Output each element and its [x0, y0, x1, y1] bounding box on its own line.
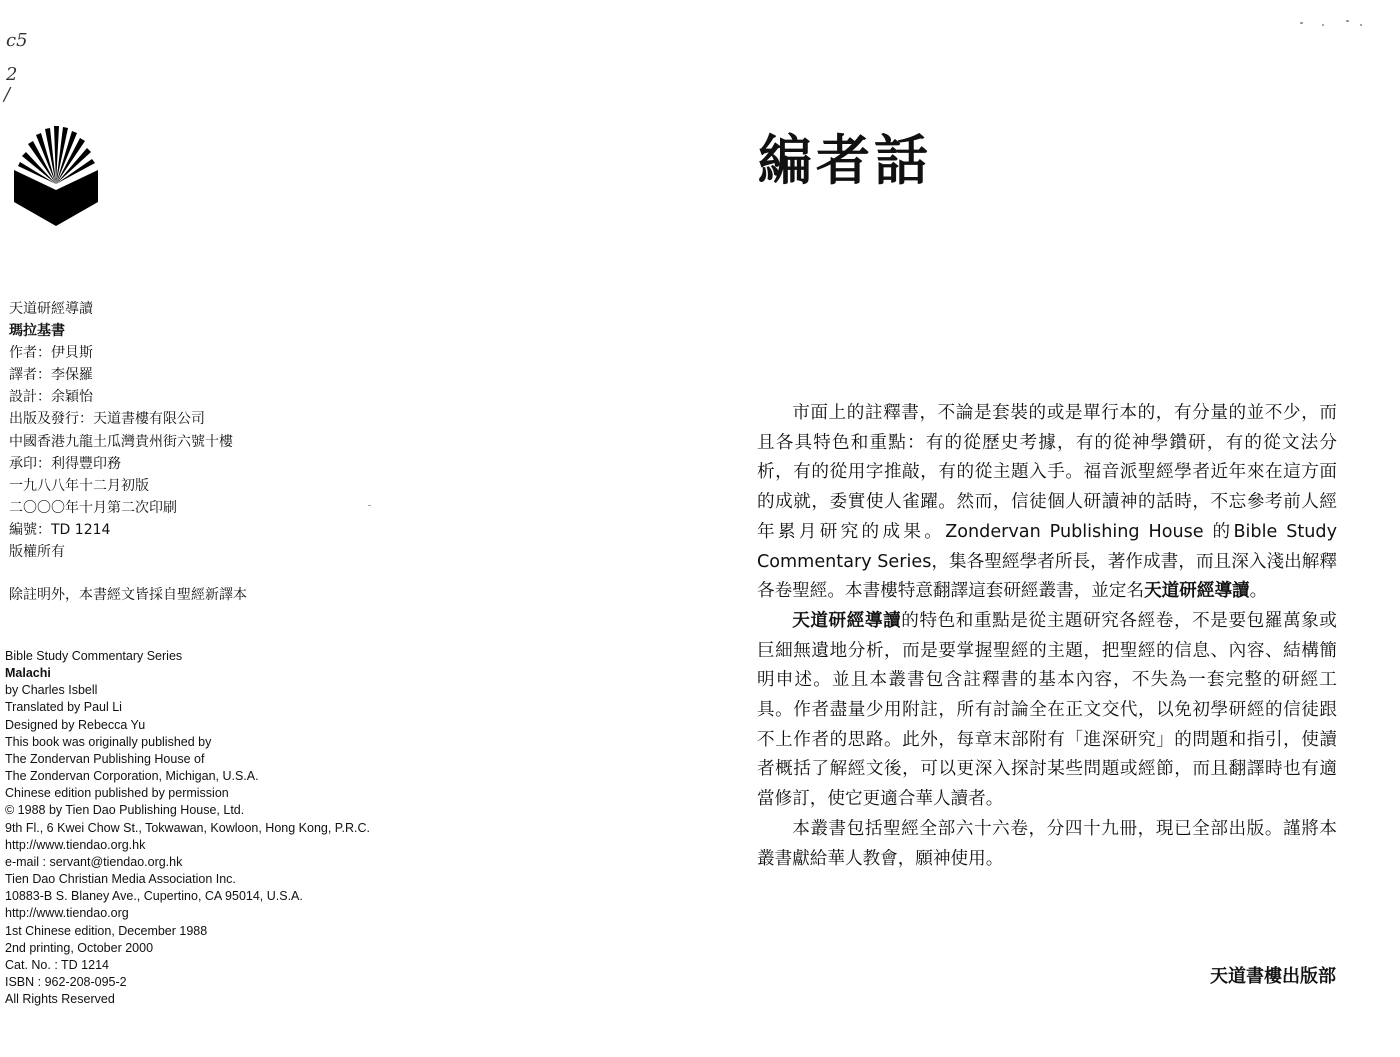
en-author: by Charles Isbell [5, 683, 98, 698]
imprint-translator: 譯者：李保羅 [9, 367, 93, 384]
en-translator: Translated by Paul Li [5, 700, 122, 715]
imprint-address: 中國香港九龍土瓜灣貴州街六號十樓 [9, 433, 233, 450]
en-original-1: This book was originally published by [5, 734, 212, 749]
publisher-signature: 天道書樓出版部 [1210, 966, 1336, 987]
en-us-address: 10883-B S. Blaney Ave., Cupertino, CA 95014, U.S.A. [5, 889, 303, 904]
en-website-hk: http://www.tiendao.org.hk [5, 837, 146, 852]
scan-speck [1322, 24, 1324, 26]
imprint-publisher: 出版及發行：天道書樓有限公司 [9, 411, 205, 428]
en-series: Bible Study Commentary Series [5, 649, 183, 663]
en-designer: Designed by Rebecca Yu [5, 717, 146, 732]
paragraph-2-text: 的特色和重點是從主題研究各經卷，不是要包羅萬象或巨細無遺地分析，而是要掌握聖經的主題，把聖經的信息、內容、結構簡明申述。並且本叢書包含註釋書的基本內容，不失為一套完整的研經工具。作者盡量少用附註，所有討論全在正文交代，以免初學研經的信徒跟不上作者的思路。此外，每章末部附有「進深研究」的問題和指引，使讀者概括了解經文後，可以更深入探討某些問題或經節，而且翻譯時也有適當修訂，使它更適合華人讀者。 [757, 610, 1337, 810]
imprint-english [5, 648, 370, 1008]
en-website-us: http://www.tiendao.org [5, 906, 129, 921]
en-email: e-mail : servant@tiendao.org.hk [5, 854, 183, 869]
en-address: 9th Fl., 6 Kwei Chow St., Tokwawan, Kowloon, Hong Kong, P.R.C. [5, 820, 371, 835]
en-first-edition: 1st Chinese edition, December 1988 [5, 923, 208, 938]
en-rights: All Rights Reserved [5, 992, 115, 1007]
scan-speck [1360, 24, 1362, 26]
scan-speck [1346, 20, 1349, 22]
publisher-logo-icon [12, 122, 100, 226]
en-permission: Chinese edition published by permission [5, 786, 229, 801]
imprint-catalog-number: 編號：TD 1214 [9, 521, 111, 538]
series-name-lead: 天道研經導讀 [792, 610, 902, 631]
handwritten-mark-3: / [4, 84, 11, 105]
page-title: 編者話 [758, 129, 932, 192]
en-catalog-number: Cat. No. : TD 1214 [5, 957, 109, 972]
paragraph-1-end: 。 [1249, 581, 1268, 602]
scripture-note: 除註明外，本書經文皆採自聖經新譯本 [9, 587, 247, 603]
editor-note-body [757, 399, 1337, 874]
imprint-designer: 設計：余穎怡 [9, 389, 93, 406]
paragraph-1 [757, 399, 1337, 607]
series-name-inline: 天道研經導讀 [1144, 581, 1250, 602]
paragraph-2 [757, 607, 1337, 815]
en-copyright: © 1988 by Tien Dao Publishing House, Ltd. [5, 803, 245, 818]
imprint-author: 作者：伊貝斯 [9, 345, 93, 362]
scan-speck [1300, 22, 1303, 24]
imprint-chinese [9, 298, 233, 563]
paragraph-1-text: 市面上的註釋書，不論是套裝的或是單行本的，有分量的並不少，而且各具特色和重點：有的從歷史考據，有的從神學鑽研，有的從文法分析，有的從用字推敲，有的從主題入手。福音派聖經學者近年來在這方面的成就，委實使人雀躍。然而，信徒個人研讀神的話時，不忘參考前人經年累月研究的成果。Zondervan Publishing House 的Bible Study Commentary Series，集各聖經學者所長，著作成書，而且深入淺出解釋各卷聖經。本書樓特意翻譯這套研經叢書，並定名 [757, 403, 1337, 602]
imprint-series: 天道研經導讀 [9, 301, 93, 317]
en-us-org: Tien Dao Christian Media Association Inc. [5, 872, 236, 887]
handwritten-mark-1: c5 [6, 30, 28, 51]
imprint-first-edition: 一九八八年十二月初版 [9, 477, 149, 494]
paragraph-3: 本叢書包括聖經全部六十六卷，分四十九冊，現已全部出版。謹將本叢書獻給華人教會，願神使用。 [757, 818, 1337, 869]
en-original-3: The Zondervan Corporation, Michigan, U.S.A. [5, 769, 259, 784]
handwritten-mark-2: 2 [6, 64, 18, 85]
imprint-book-title: 瑪拉基書 [9, 323, 65, 340]
imprint-second-printing: 二〇〇〇年十月第二次印刷 [9, 499, 177, 516]
imprint-copyright: 版權所有 [9, 544, 65, 561]
en-second-printing: 2nd printing, October 2000 [5, 940, 154, 955]
en-isbn: ISBN : 962-208-095-2 [5, 974, 127, 989]
en-original-2: The Zondervan Publishing House of [5, 751, 205, 766]
en-book-title: Malachi [5, 666, 51, 681]
scan-speck [368, 505, 371, 506]
imprint-printer: 承印：利得豐印務 [9, 455, 121, 472]
